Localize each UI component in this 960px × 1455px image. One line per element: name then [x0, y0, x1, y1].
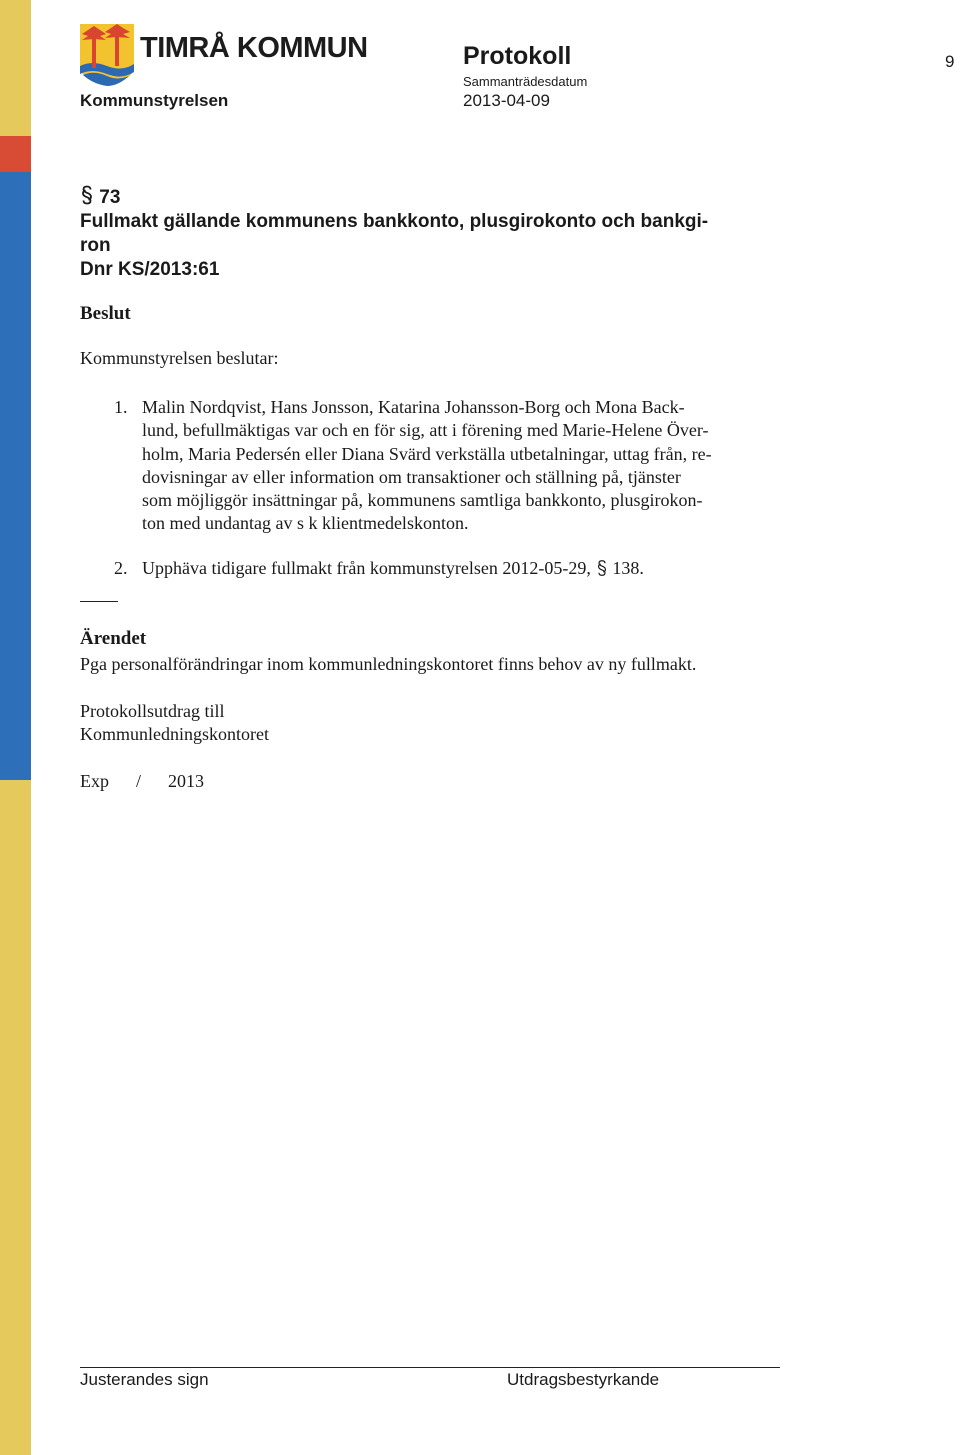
extract-certification-label: Utdragsbestyrkande	[507, 1370, 660, 1389]
section-heading	[80, 185, 780, 282]
organization-name: Kommunstyrelsen	[80, 91, 229, 110]
page-number: 9	[945, 52, 955, 71]
side-stripe-yellow-bottom	[0, 780, 31, 1455]
matter-heading: Ärendet	[80, 628, 147, 649]
decision-heading: Beslut	[80, 303, 131, 324]
paragraph-reference: 138.	[612, 557, 644, 578]
section-number-row	[80, 185, 780, 210]
document-title: Protokoll	[463, 42, 572, 70]
item-line: Malin Nordqvist, Hans Jonsson, Katarina Johansson-Borg och Mona Back-	[142, 397, 685, 417]
diary-number: Dnr KS/2013:61	[80, 259, 220, 280]
section-title-line-1: Fullmakt gällande kommunens bankkonto, plusgirokonto och bankgi-	[80, 211, 709, 232]
logo-wordmark: TIMRÅ KOMMUN	[140, 32, 368, 64]
item-line: lund, befullmäktigas var och en för sig, att i förening med Marie-Helene Över-	[142, 420, 709, 441]
section-title-line-2: ron	[80, 235, 111, 256]
side-stripe-red	[0, 136, 31, 172]
matter-text: Pga personalförändringar inom kommunledningskontoret finns behov av ny fullmakt.	[80, 654, 697, 674]
item-number: 1.	[114, 397, 128, 417]
expedition-line: Exp / 2013	[80, 771, 204, 791]
decision-item-2	[100, 557, 790, 580]
municipal-coat-of-arms-logo	[78, 22, 136, 88]
decision-intro: Kommunstyrelsen beslutar:	[80, 348, 279, 368]
distribution-recipient: Kommunledningskontoret	[80, 724, 269, 744]
section-number: 73	[99, 187, 121, 208]
side-stripe-yellow-top	[0, 0, 31, 136]
paragraph-sign-icon	[80, 185, 94, 205]
distribution-label: Protokollsutdrag till	[80, 701, 225, 721]
paragraph-sign-icon	[596, 558, 608, 578]
signature-line	[80, 1367, 780, 1368]
item-text: Upphäva tidigare fullmakt från kommunstyrelsen 2012-05-29,	[142, 557, 596, 578]
meeting-date: 2013-04-09	[463, 91, 550, 110]
decision-item-1	[100, 396, 790, 536]
adjuster-signature-label: Justerandes sign	[80, 1370, 209, 1389]
side-stripe-blue	[0, 172, 31, 780]
meeting-date-label: Sammanträdesdatum	[463, 74, 588, 89]
separator-dash	[80, 601, 118, 602]
item-line: ton med undantag av s k klientmedelskonton.	[142, 513, 469, 534]
item-line: som möjliggör insättningar på, kommunens samtliga bankkonto, plusgirokon-	[142, 490, 703, 511]
item-line	[142, 557, 790, 580]
item-line: holm, Maria Pedersén eller Diana Svärd verkställa utbetalningar, uttag från, re-	[142, 443, 712, 464]
item-number: 2.	[114, 557, 128, 578]
decision-list	[100, 396, 790, 580]
item-line: dovisningar av eller information om transaktioner och ställning på, tjänster	[142, 466, 681, 487]
